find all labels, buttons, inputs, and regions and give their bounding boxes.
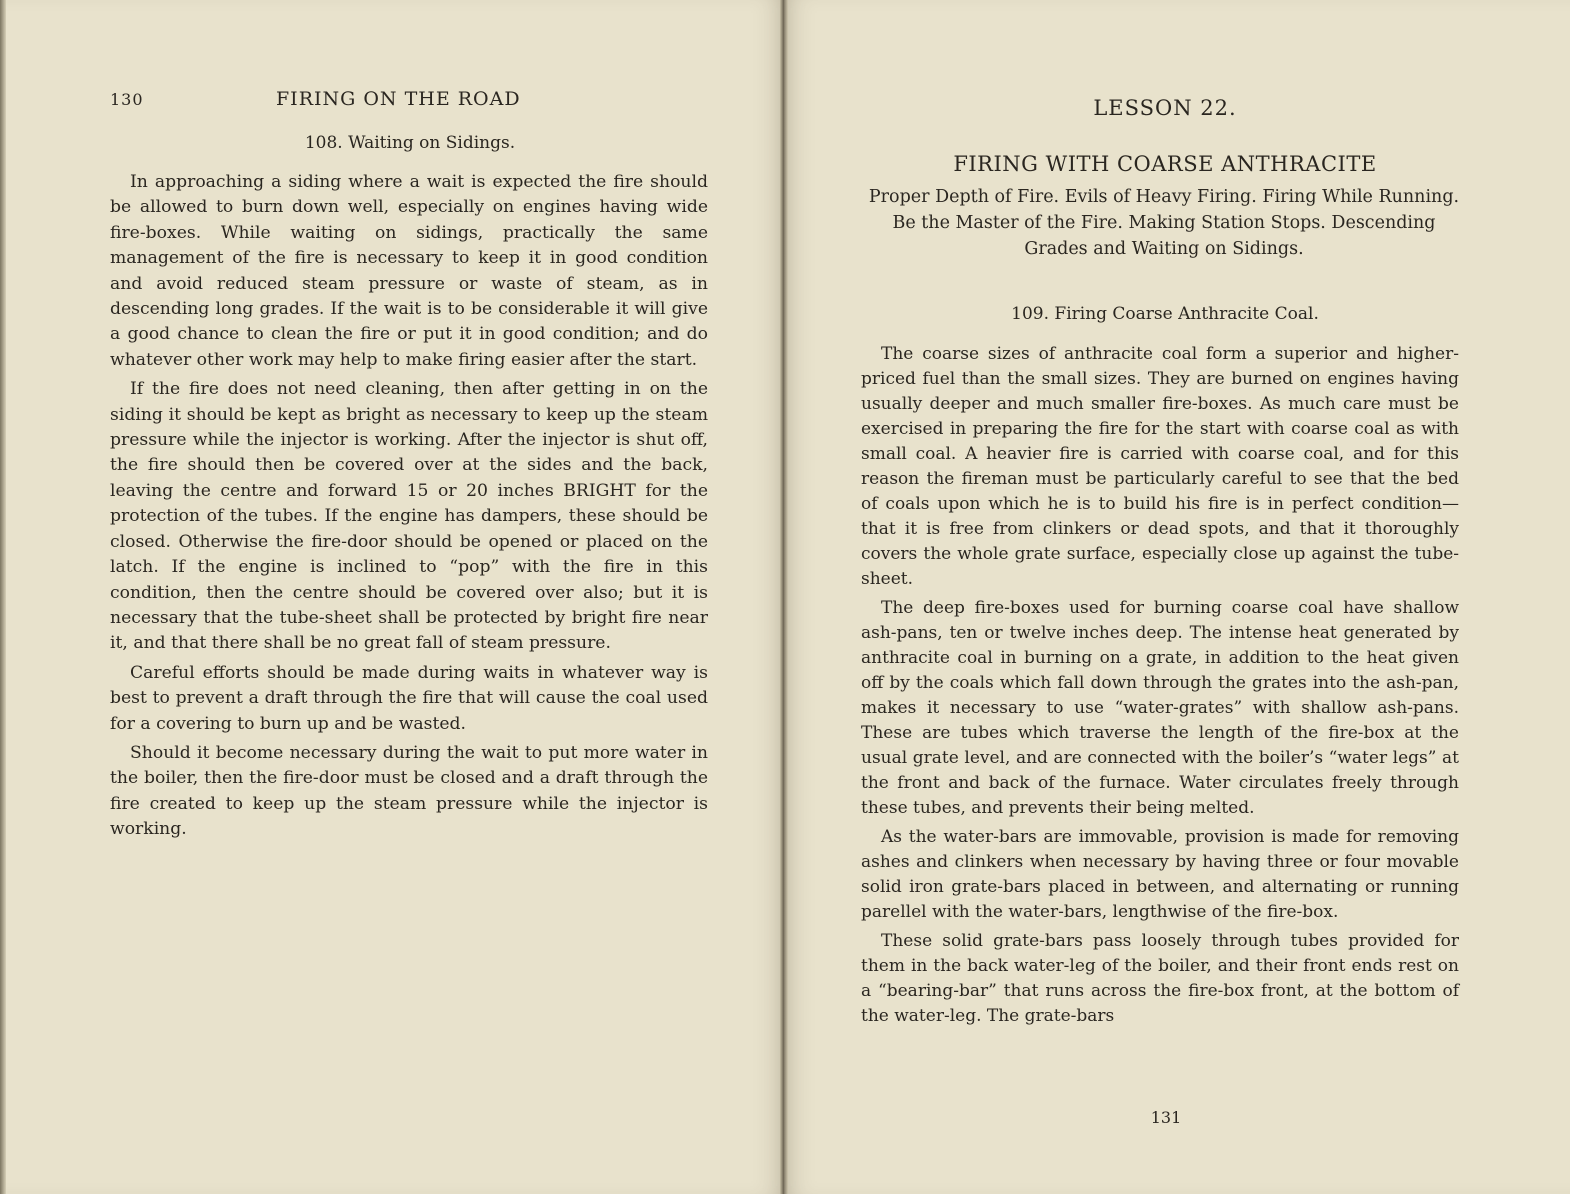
paragraph: The deep fire-boxes used for burning coarse coal have shallow ash-pans, ten or twelve inches deep. The intense heat generated by anthracite coal in burning on a grate, in addition to the heat given off by the coals which fall down through the grates into the ash-pan, makes it necessary to use “water-grates” with shallow ash-pans. These are tubes which traverse the length of the fire-box at the usual grate level, and are connected with the boiler’s “water legs” at the front and back of the furnace. Water circulates freely through these tubes, and prevents their being melted.: [861, 598, 1459, 818]
paragraph: Should it become necessary during the wait to put more water in the boiler, then the fire-door must be closed and a draft through the fire created to keep up the steam pressure while the injector is working.: [110, 742, 708, 840]
paragraph: If the fire does not need cleaning, then after getting in on the siding it should be kept as bright as necessary to keep up the steam pressure while the injector is working. After the injector is shut off, the fire should then be covered over at the sides and the back, leaving the centre and forward 15 or 20 inches BRIGHT for the protection of the tubes. If the engine has dampers, these should be closed. Otherwise the fire-door should be opened or placed on the latch. If the engine is inclined to “pop” with the fire in this condition, then the centre should be covered over also; but it is necessary that the tube-sheet shall be protected by bright fire near it, and that there shall be no great fall of steam pressure.: [110, 379, 708, 654]
book-edge: [0, 0, 6, 1194]
right-body-text: [861, 342, 1459, 1033]
left-body-text: [110, 170, 708, 847]
paragraph: These solid grate-bars pass loosely through tubes provided for them in the back water-leg of the boiler, and their front ends rest on a “bearing-bar” that runs across the fire-box front, at the bottom of the water-leg. The grate-bars: [861, 931, 1459, 1026]
section-heading-109: 109. Firing Coarse Anthracite Coal.: [1011, 304, 1319, 324]
paragraph: As the water-bars are immovable, provision is made for removing ashes and clinkers when necessary by having three or four movable solid iron grate-bars placed in between, and alternating or running parellel with the water-bars, lengthwise of the fire-box.: [861, 827, 1459, 922]
running-head: [110, 88, 710, 116]
lesson-title: LESSON 22.: [1093, 96, 1237, 120]
section-heading-108: 108. Waiting on Sidings.: [304, 133, 516, 153]
chapter-summary: Proper Depth of Fire. Evils of Heavy Firing. Firing While Running. Be the Master of the Fire. Making Station Stops. Descending Grades and Waiting on Sidings.: [868, 187, 1460, 259]
chapter-title: FIRING WITH COARSE ANTHRACITE: [953, 152, 1377, 176]
paragraph: The coarse sizes of anthracite coal form a superior and higher-priced fuel than the small sizes. They are burned on engines having usually deeper and much smaller fire-boxes. As much care must be exercised in preparing the fire for the start with coarse coal as with small coal. A heavier fire is carried with coarse coal, and for this reason the fireman must be particularly careful to see that the bed of coals upon which he is to build his fire is in perfect condition—that it is free from clinkers or dead spots, and that it thoroughly covers the whole grate surface, especially close up against the tube-sheet.: [861, 344, 1459, 589]
right-page-number: 131: [1150, 1108, 1182, 1127]
left-page-number: 130: [110, 90, 144, 109]
paragraph: In approaching a siding where a wait is expected the fire should be allowed to burn down well, especially on engines having wide fire-boxes. While waiting on sidings, practically the same management of the fire is necessary to keep it in good condition and avoid reduced steam pressure or waste of steam, as in descending long grades. If the wait is to be considerable it will give a good chance to clean the fire or put it in good condition; and do whatever other work may help to make firing easier after the start.: [110, 172, 708, 370]
book-gutter: [780, 0, 788, 1194]
paragraph: Careful efforts should be made during waits in whatever way is best to prevent a draft through the fire that will cause the coal used for a covering to burn up and be wasted.: [110, 662, 708, 734]
running-head-title: FIRING ON THE ROAD: [276, 88, 521, 110]
